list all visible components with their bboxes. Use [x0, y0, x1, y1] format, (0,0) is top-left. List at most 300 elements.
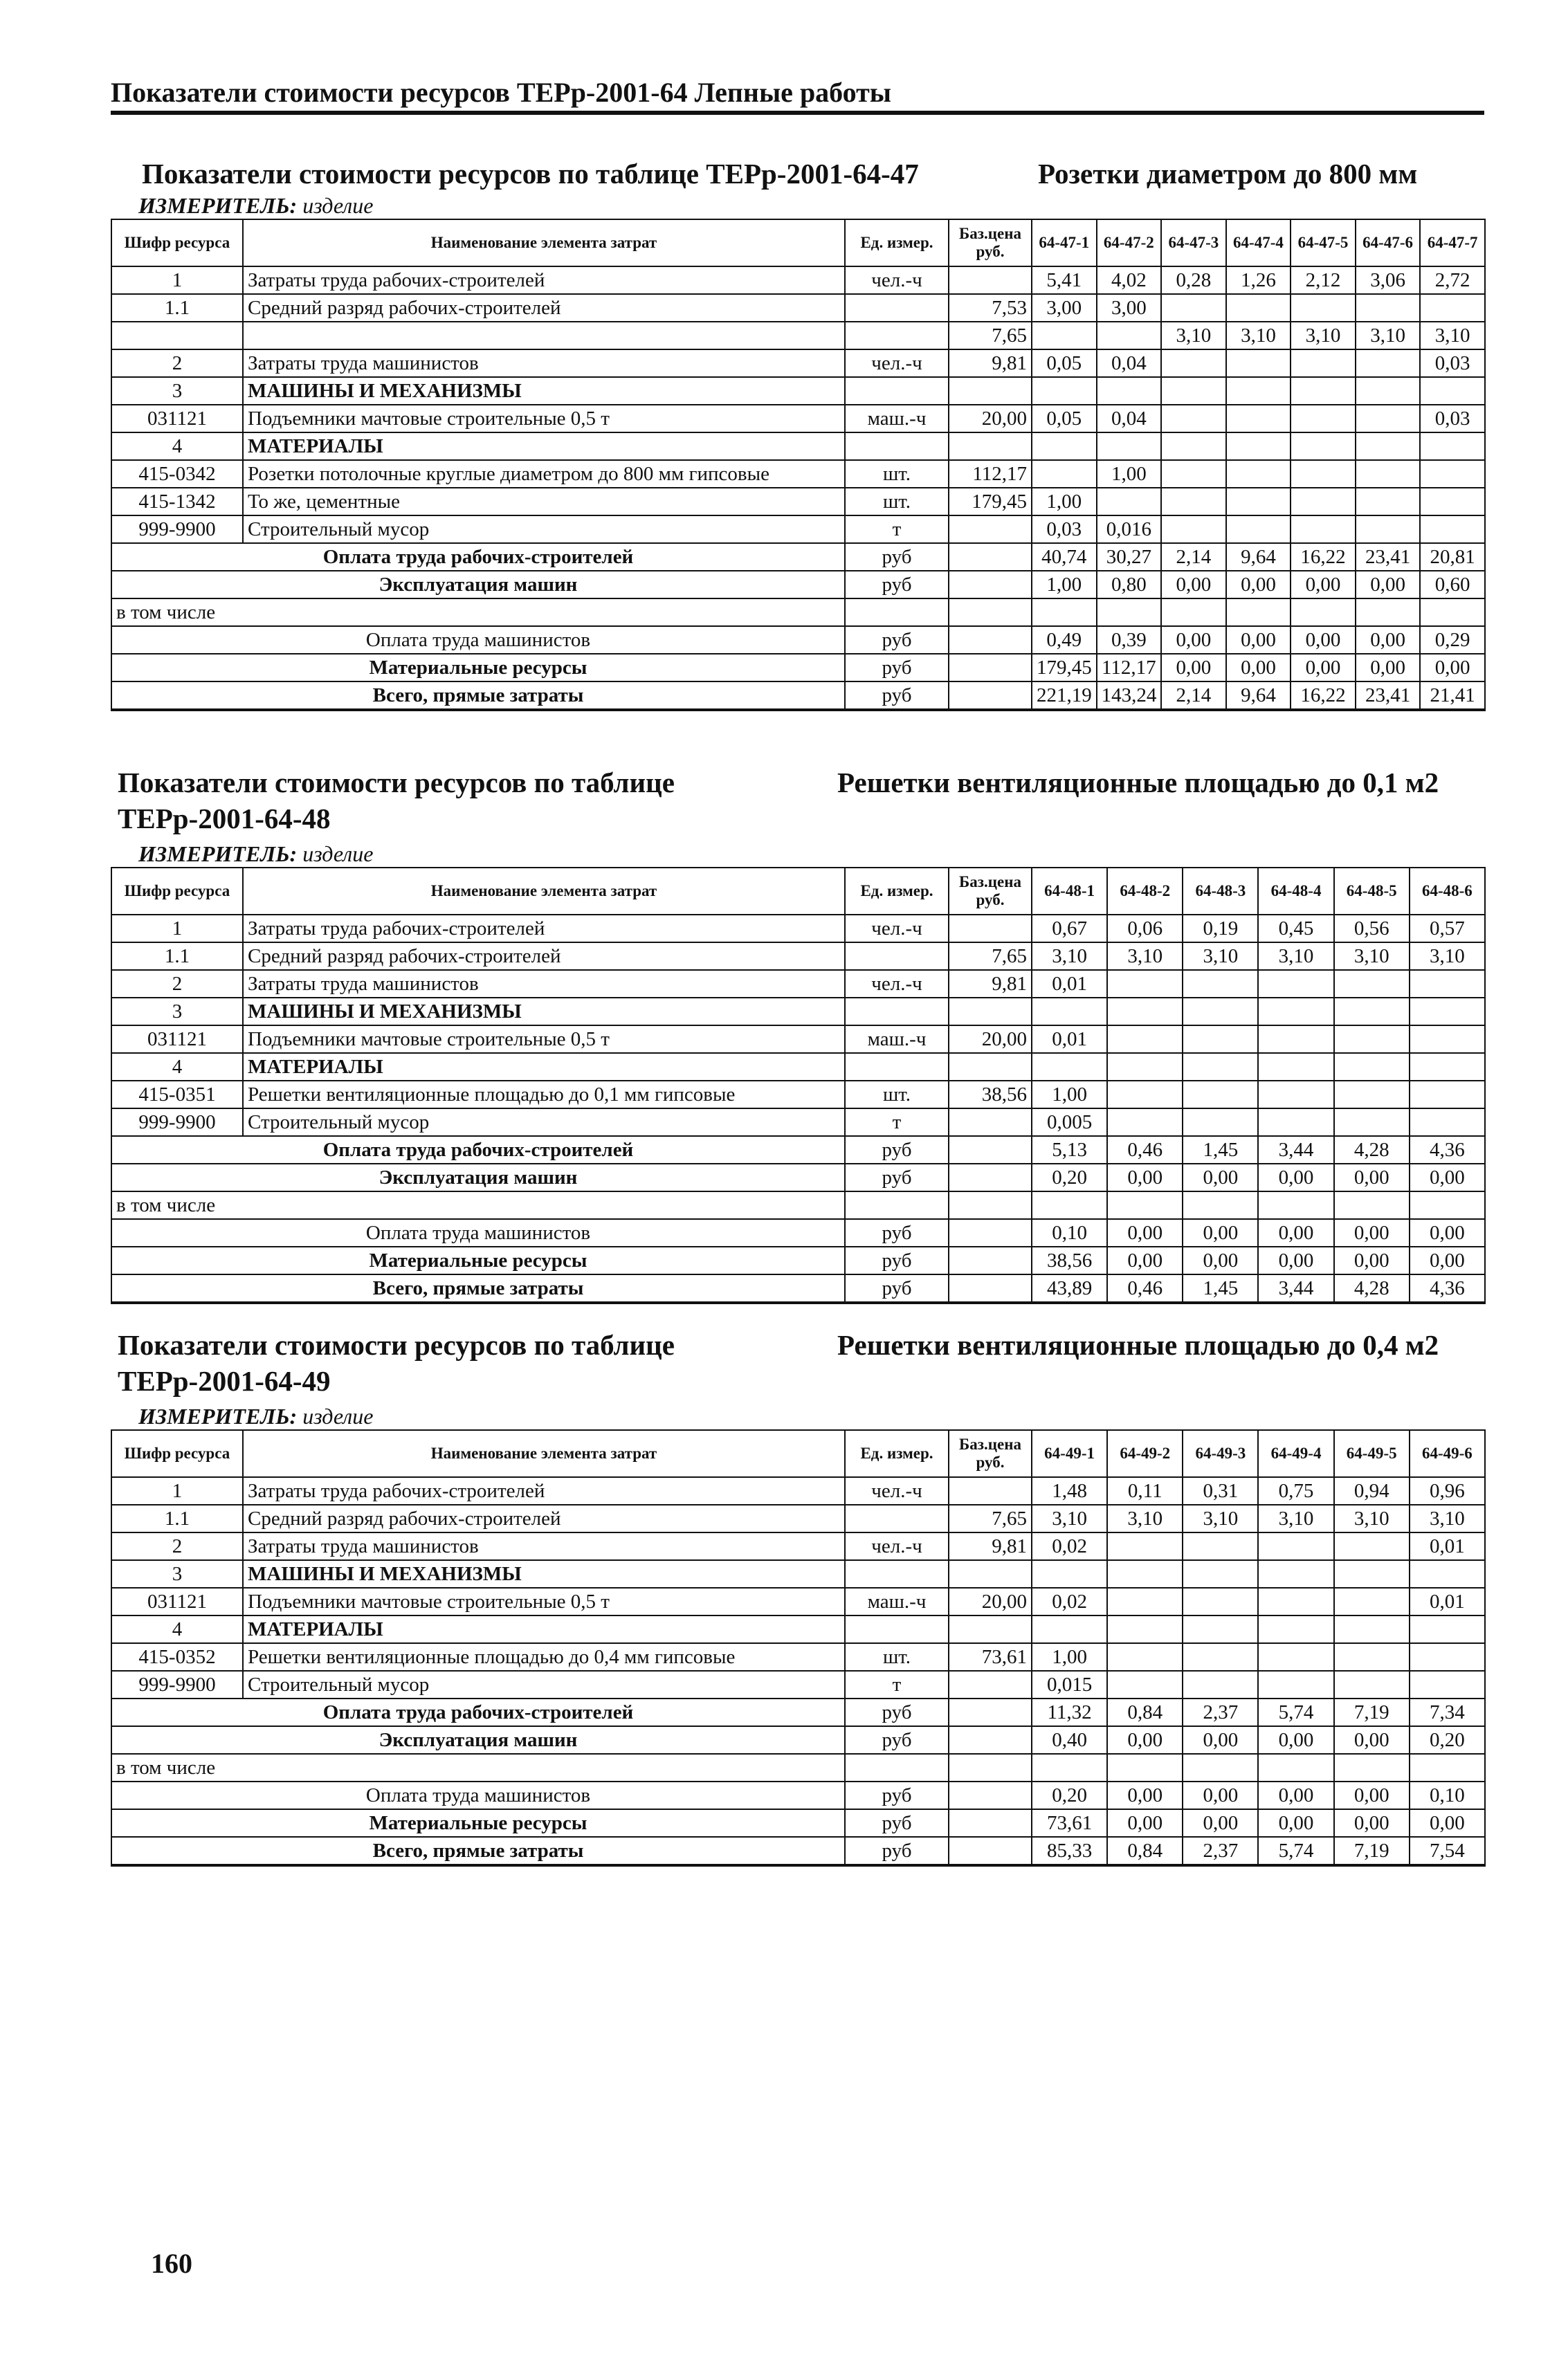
table-row [111, 1025, 1485, 1053]
resource-table-section-64-49 [111, 1327, 1484, 1867]
resource-value [1161, 432, 1226, 460]
resource-value: 1,00 [1032, 488, 1097, 515]
summary-value: 38,56 [1032, 1247, 1107, 1274]
summary-value: 0,00 [1183, 1782, 1258, 1809]
table-row [111, 322, 1485, 349]
resource-value [1334, 998, 1410, 1025]
base-price: 20,00 [949, 1588, 1032, 1615]
summary-value: 11,32 [1032, 1699, 1107, 1726]
resource-unit [845, 1053, 949, 1081]
summary-row [111, 598, 1485, 626]
resource-value [1226, 377, 1291, 405]
resource-value: 3,10 [1183, 1505, 1258, 1532]
base-price [949, 1477, 1032, 1505]
resource-value [1258, 998, 1333, 1025]
header-col: 64-49-4 [1258, 1430, 1333, 1477]
resource-unit: чел.-ч [845, 266, 949, 294]
resource-code: 999-9900 [111, 1108, 243, 1136]
summary-value: 7,19 [1334, 1699, 1410, 1726]
resource-name: МАТЕРИАЛЫ [243, 432, 845, 460]
resource-table-section-64-47 [111, 158, 1484, 711]
section-subtitle: Решетки вентиляционные площадью до 0,1 м2 [837, 767, 1439, 798]
summary-value: 4,28 [1334, 1274, 1410, 1303]
resource-value [1107, 1081, 1183, 1108]
resource-unit: чел.-ч [845, 1532, 949, 1560]
resource-value: 0,31 [1183, 1477, 1258, 1505]
base-price: 20,00 [949, 1025, 1032, 1053]
resource-value [1032, 1615, 1107, 1643]
table-row [111, 1477, 1485, 1505]
summary-unit: руб [845, 1164, 949, 1191]
resource-table [111, 219, 1486, 711]
resource-value [1356, 460, 1421, 488]
resource-value: 0,01 [1032, 970, 1107, 998]
base-price: 9,81 [949, 1532, 1032, 1560]
resource-name: МАШИНЫ И МЕХАНИЗМЫ [243, 998, 845, 1025]
summary-value: 0,00 [1107, 1809, 1183, 1837]
header-col: 64-49-1 [1032, 1430, 1107, 1477]
summary-unit: руб [845, 1219, 949, 1247]
summary-row [111, 1754, 1485, 1782]
resource-value: 1,00 [1097, 460, 1162, 488]
resource-code: 415-0351 [111, 1081, 243, 1108]
summary-label: Материальные ресурсы [111, 1247, 845, 1274]
resource-value: 3,10 [1107, 1505, 1183, 1532]
summary-value: 0,29 [1420, 626, 1485, 654]
summary-value: 1,45 [1183, 1136, 1258, 1164]
resource-value: 0,04 [1097, 405, 1162, 432]
resource-value: 3,10 [1258, 942, 1333, 970]
resource-value: 2,12 [1291, 266, 1356, 294]
base-price [949, 432, 1032, 460]
resource-value [1410, 1081, 1485, 1108]
base-price [949, 515, 1032, 543]
base-price [949, 1671, 1032, 1699]
resource-unit [845, 942, 949, 970]
resource-code: 031121 [111, 1025, 243, 1053]
summary-price-empty [949, 1247, 1032, 1274]
resource-value [1356, 515, 1421, 543]
summary-unit: руб [845, 571, 949, 598]
resource-value [1183, 970, 1258, 998]
resource-code: 1 [111, 915, 243, 942]
summary-value: 0,00 [1258, 1782, 1333, 1809]
summary-row [111, 654, 1485, 681]
resource-value: 4,02 [1097, 266, 1162, 294]
summary-value: 1,45 [1183, 1274, 1258, 1303]
base-price: 179,45 [949, 488, 1032, 515]
section-title-row [111, 765, 1484, 841]
resource-value [1107, 1588, 1183, 1615]
summary-price-empty [949, 626, 1032, 654]
summary-value: 143,24 [1097, 681, 1162, 710]
resource-value: 0,01 [1410, 1588, 1485, 1615]
section-subtitle: Розетки диаметром до 800 мм [1038, 158, 1418, 190]
resource-code [111, 322, 243, 349]
resource-value [1107, 1671, 1183, 1699]
summary-price-empty [949, 1164, 1032, 1191]
resource-value [1097, 322, 1162, 349]
summary-label: Оплата труда рабочих-строителей [111, 1699, 845, 1726]
header-code: Шифр ресурса [111, 868, 243, 915]
resource-value [1032, 460, 1097, 488]
summary-value [1334, 1754, 1410, 1782]
resource-name: Средний разряд рабочих-строителей [243, 294, 845, 322]
summary-value: 0,00 [1334, 1219, 1410, 1247]
summary-value: 0,00 [1258, 1726, 1333, 1754]
resource-code: 999-9900 [111, 1671, 243, 1699]
summary-value: 0,60 [1420, 571, 1485, 598]
table-row [111, 1560, 1485, 1588]
summary-price-empty [949, 1191, 1032, 1219]
section-title: Показатели стоимости ресурсов по таблице ТЕРр-2001-64-47 [142, 158, 919, 190]
summary-value: 20,81 [1420, 543, 1485, 571]
summary-row [111, 1136, 1485, 1164]
summary-unit: руб [845, 654, 949, 681]
resource-value: 1,48 [1032, 1477, 1107, 1505]
resource-value [1258, 1560, 1333, 1588]
resource-value [1226, 294, 1291, 322]
section-title-row [111, 1327, 1484, 1403]
summary-value: 221,19 [1032, 681, 1097, 710]
summary-unit: руб [845, 626, 949, 654]
section-title: Показатели стоимости ресурсов по таблице ТЕРр-2001-64-48 [118, 767, 675, 834]
resource-unit: т [845, 515, 949, 543]
summary-value [1107, 1191, 1183, 1219]
resource-value [1334, 1081, 1410, 1108]
resource-value [1032, 1560, 1107, 1588]
summary-value: 179,45 [1032, 654, 1097, 681]
resource-unit: т [845, 1671, 949, 1699]
resource-value: 0,03 [1032, 515, 1097, 543]
resource-unit: шт. [845, 1081, 949, 1108]
summary-value: 0,00 [1258, 1164, 1333, 1191]
table-row [111, 998, 1485, 1025]
measure-line [138, 192, 1484, 219]
summary-value: 73,61 [1032, 1809, 1107, 1837]
resource-unit [845, 1615, 949, 1643]
resource-value [1291, 432, 1356, 460]
summary-price-empty [949, 1809, 1032, 1837]
summary-value: 0,40 [1032, 1726, 1107, 1754]
summary-value: 0,00 [1334, 1247, 1410, 1274]
base-price: 9,81 [949, 349, 1032, 377]
summary-unit [845, 1191, 949, 1219]
base-price [949, 915, 1032, 942]
summary-value: 5,74 [1258, 1699, 1333, 1726]
summary-value: 4,36 [1410, 1274, 1485, 1303]
resource-value [1410, 998, 1485, 1025]
resource-value [1183, 998, 1258, 1025]
header-col: 64-49-5 [1334, 1430, 1410, 1477]
summary-row [111, 571, 1485, 598]
summary-value: 0,10 [1410, 1782, 1485, 1809]
summary-value [1420, 598, 1485, 626]
resource-value: 0,96 [1410, 1477, 1485, 1505]
resource-unit [845, 322, 949, 349]
summary-value: 4,36 [1410, 1136, 1485, 1164]
resource-name [243, 322, 845, 349]
resource-value [1258, 1025, 1333, 1053]
resource-value: 0,03 [1420, 349, 1485, 377]
resource-value [1107, 1108, 1183, 1136]
summary-label: Оплата труда машинистов [111, 1782, 845, 1809]
table-row [111, 1081, 1485, 1108]
resource-name: Затраты труда рабочих-строителей [243, 266, 845, 294]
resource-unit: шт. [845, 488, 949, 515]
resource-unit: маш.-ч [845, 1588, 949, 1615]
resource-value [1107, 1560, 1183, 1588]
header-unit: Ед. измер. [845, 1430, 949, 1477]
resource-value [1107, 1053, 1183, 1081]
summary-value: 0,00 [1291, 626, 1356, 654]
resource-value: 0,01 [1032, 1025, 1107, 1053]
resource-value [1410, 1053, 1485, 1081]
summary-value: 0,49 [1032, 626, 1097, 654]
resource-value: 0,45 [1258, 915, 1333, 942]
resource-unit: шт. [845, 1643, 949, 1671]
summary-value: 7,34 [1410, 1699, 1485, 1726]
resource-value [1183, 1643, 1258, 1671]
summary-value: 0,00 [1226, 626, 1291, 654]
summary-label: Эксплуатация машин [111, 1164, 845, 1191]
summary-value: 0,00 [1161, 571, 1226, 598]
resource-value: 1,26 [1226, 266, 1291, 294]
summary-value: 4,28 [1334, 1136, 1410, 1164]
resource-value [1183, 1671, 1258, 1699]
base-price [949, 1560, 1032, 1588]
measure-value: изделие [302, 193, 374, 218]
resource-value [1032, 998, 1107, 1025]
resource-value [1226, 488, 1291, 515]
summary-value: 21,41 [1420, 681, 1485, 710]
resource-code: 415-0342 [111, 460, 243, 488]
resource-value: 3,10 [1258, 1505, 1333, 1532]
resource-value [1107, 998, 1183, 1025]
summary-price-empty [949, 1136, 1032, 1164]
resource-code: 415-1342 [111, 488, 243, 515]
summary-value [1097, 598, 1162, 626]
resource-value [1410, 1643, 1485, 1671]
resource-value [1410, 970, 1485, 998]
resource-value: 3,10 [1032, 1505, 1107, 1532]
measure-line [138, 841, 1484, 867]
resource-value [1097, 432, 1162, 460]
resource-name: МАТЕРИАЛЫ [243, 1615, 845, 1643]
resource-value [1226, 460, 1291, 488]
summary-price-empty [949, 571, 1032, 598]
resource-value: 3,10 [1107, 942, 1183, 970]
summary-value: 0,00 [1410, 1164, 1485, 1191]
summary-value: 0,00 [1334, 1809, 1410, 1837]
resource-value [1161, 377, 1226, 405]
table-row [111, 1643, 1485, 1671]
resource-code: 3 [111, 377, 243, 405]
summary-value: 0,00 [1410, 1247, 1485, 1274]
resource-value [1183, 1560, 1258, 1588]
summary-value: 0,20 [1032, 1164, 1107, 1191]
resource-value [1291, 515, 1356, 543]
summary-value: 23,41 [1356, 681, 1421, 710]
resource-value [1420, 294, 1485, 322]
table-row [111, 1671, 1485, 1699]
resource-value: 0,75 [1258, 1477, 1333, 1505]
resource-value [1107, 1532, 1183, 1560]
resource-value: 0,005 [1032, 1108, 1107, 1136]
header-col: 64-47-2 [1097, 219, 1162, 266]
resource-value [1032, 377, 1097, 405]
resource-value [1226, 515, 1291, 543]
summary-value: 7,19 [1334, 1837, 1410, 1865]
header-name: Наименование элемента затрат [243, 219, 845, 266]
base-price: 20,00 [949, 405, 1032, 432]
resource-name: Затраты труда машинистов [243, 349, 845, 377]
resource-name: Строительный мусор [243, 1108, 845, 1136]
table-row [111, 970, 1485, 998]
resource-value [1410, 1025, 1485, 1053]
measure-value: изделие [302, 1404, 374, 1429]
resource-value: 0,016 [1097, 515, 1162, 543]
measure-label: ИЗМЕРИТЕЛЬ: [138, 1404, 298, 1429]
resource-unit [845, 1505, 949, 1532]
resource-table-section-64-48 [111, 765, 1484, 1304]
resource-value: 3,06 [1356, 266, 1421, 294]
summary-value: 0,46 [1107, 1136, 1183, 1164]
resource-value [1356, 294, 1421, 322]
summary-value: 0,00 [1356, 654, 1421, 681]
summary-value: 0,00 [1161, 654, 1226, 681]
resource-value [1291, 405, 1356, 432]
summary-value: 0,00 [1183, 1219, 1258, 1247]
resource-unit: чел.-ч [845, 1477, 949, 1505]
summary-label: Оплата труда рабочих-строителей [111, 543, 845, 571]
resource-unit [845, 1560, 949, 1588]
resource-value: 3,10 [1291, 322, 1356, 349]
resource-value: 3,10 [1226, 322, 1291, 349]
summary-row [111, 1219, 1485, 1247]
table-header-row [111, 1430, 1485, 1477]
resource-code: 2 [111, 1532, 243, 1560]
resource-value: 1,00 [1032, 1643, 1107, 1671]
resource-value [1334, 1025, 1410, 1053]
section-title: Показатели стоимости ресурсов по таблице ТЕРр-2001-64-49 [118, 1329, 675, 1397]
resource-value: 0,06 [1107, 915, 1183, 942]
summary-unit: руб [845, 1837, 949, 1865]
resource-value [1161, 488, 1226, 515]
header-price: Баз.цена руб. [949, 219, 1032, 266]
summary-value: 43,89 [1032, 1274, 1107, 1303]
resource-value: 3,10 [1410, 942, 1485, 970]
resource-value: 3,00 [1032, 294, 1097, 322]
resource-value [1107, 1025, 1183, 1053]
base-price: 7,53 [949, 294, 1032, 322]
header-col: 64-49-2 [1107, 1430, 1183, 1477]
summary-value: 3,44 [1258, 1136, 1333, 1164]
summary-value: 0,00 [1107, 1247, 1183, 1274]
table-row [111, 266, 1485, 294]
summary-value: 0,00 [1334, 1782, 1410, 1809]
summary-value: 7,54 [1410, 1837, 1485, 1865]
summary-value: 0,10 [1032, 1219, 1107, 1247]
summary-value: 0,00 [1183, 1726, 1258, 1754]
resource-value: 3,10 [1410, 1505, 1485, 1532]
resource-value [1334, 970, 1410, 998]
resource-value: 0,11 [1107, 1477, 1183, 1505]
resource-code: 031121 [111, 1588, 243, 1615]
resource-unit [845, 377, 949, 405]
summary-label: Эксплуатация машин [111, 571, 845, 598]
summary-unit: руб [845, 1247, 949, 1274]
summary-row [111, 626, 1485, 654]
resource-unit: чел.-ч [845, 915, 949, 942]
summary-label: Всего, прямые затраты [111, 1274, 845, 1303]
summary-row [111, 681, 1485, 710]
resource-value: 0,94 [1334, 1477, 1410, 1505]
summary-value [1032, 598, 1097, 626]
resource-value [1291, 460, 1356, 488]
base-price: 7,65 [949, 1505, 1032, 1532]
table-row [111, 1532, 1485, 1560]
summary-label: Всего, прямые затраты [111, 681, 845, 710]
summary-value [1356, 598, 1421, 626]
summary-price-empty [949, 543, 1032, 571]
resource-value [1226, 349, 1291, 377]
base-price [949, 1053, 1032, 1081]
resource-unit: чел.-ч [845, 349, 949, 377]
resource-value [1420, 377, 1485, 405]
resource-value [1032, 322, 1097, 349]
header-unit: Ед. измер. [845, 868, 949, 915]
summary-price-empty [949, 681, 1032, 710]
summary-value: 0,00 [1420, 654, 1485, 681]
resource-value [1410, 1615, 1485, 1643]
resource-value: 3,10 [1356, 322, 1421, 349]
table-row [111, 1053, 1485, 1081]
resource-unit: чел.-ч [845, 970, 949, 998]
resource-value: 3,10 [1334, 942, 1410, 970]
table-row [111, 349, 1485, 377]
resource-value: 0,015 [1032, 1671, 1107, 1699]
resource-value: 0,03 [1420, 405, 1485, 432]
table-row [111, 432, 1485, 460]
header-rule [111, 111, 1484, 115]
resource-unit [845, 432, 949, 460]
header-name: Наименование элемента затрат [243, 1430, 845, 1477]
summary-value [1258, 1191, 1333, 1219]
summary-label: Оплата труда машинистов [111, 626, 845, 654]
measure-value: изделие [302, 841, 374, 866]
resource-value: 0,56 [1334, 915, 1410, 942]
measure-line [138, 1403, 1484, 1429]
resource-value [1258, 1532, 1333, 1560]
resource-value [1161, 349, 1226, 377]
table-row [111, 294, 1485, 322]
resource-name: МАШИНЫ И МЕХАНИЗМЫ [243, 377, 845, 405]
table-row [111, 915, 1485, 942]
resource-unit: шт. [845, 460, 949, 488]
summary-value: 23,41 [1356, 543, 1421, 571]
resource-name: Затраты труда машинистов [243, 970, 845, 998]
resource-code: 3 [111, 1560, 243, 1588]
resource-value [1183, 1081, 1258, 1108]
summary-value: 0,00 [1258, 1219, 1333, 1247]
resource-value: 0,05 [1032, 349, 1097, 377]
resource-code: 4 [111, 1615, 243, 1643]
summary-value [1032, 1191, 1107, 1219]
resource-value [1356, 377, 1421, 405]
base-price: 73,61 [949, 1643, 1032, 1671]
summary-value [1410, 1754, 1485, 1782]
